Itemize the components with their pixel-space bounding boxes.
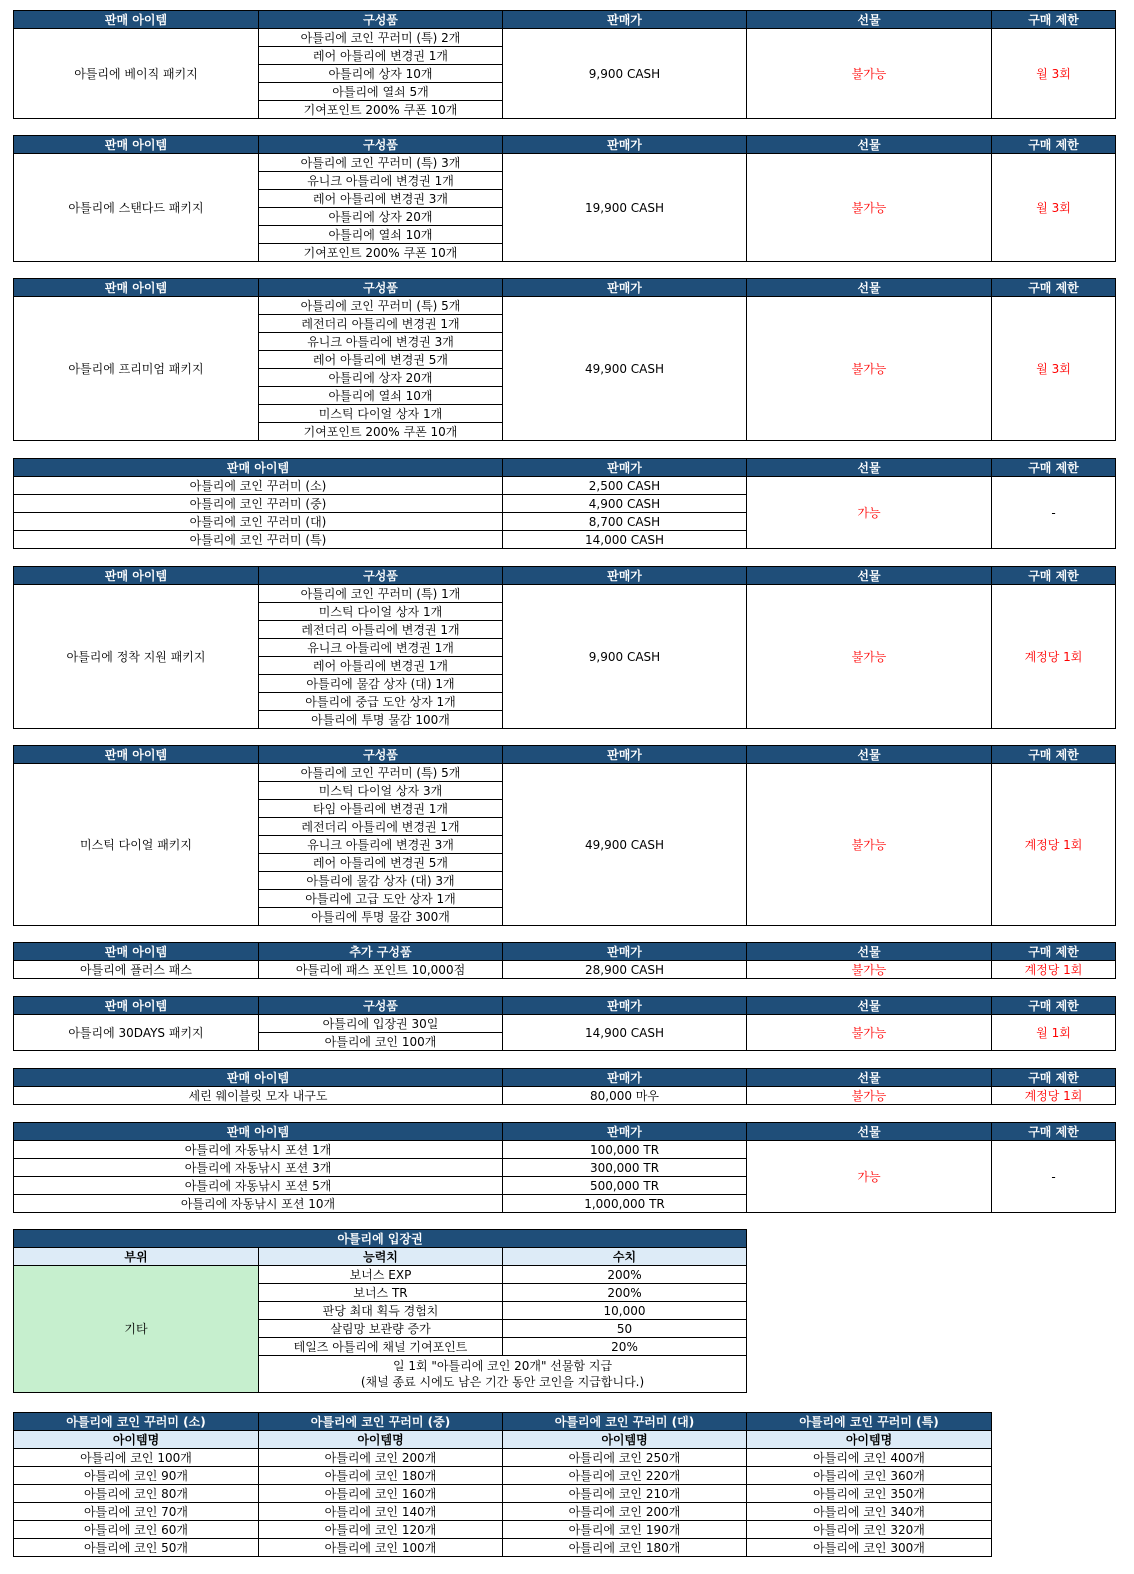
package-item: 기여포인트 200% 쿠폰 10개 — [259, 101, 503, 119]
package-price: 9,900 CASH — [503, 29, 747, 119]
package-gift: 불가능 — [747, 297, 992, 441]
header-item: 판매 아이템 — [14, 567, 259, 585]
bundle-cell: 아틀리에 코인 350개 — [747, 1485, 992, 1503]
package-item: 레전더리 아틀리에 변경권 1개 — [259, 315, 503, 333]
potion-table — [13, 1122, 1116, 1213]
package-item: 아틀리에 코인 꾸러미 (특) 3개 — [259, 154, 503, 172]
package-item: 레어 아틀리에 변경권 5개 — [259, 351, 503, 369]
hat-gift: 불가능 — [747, 1087, 992, 1105]
header-gift: 선물 — [747, 136, 992, 154]
package-item: 아틀리에 물감 상자 (대) 3개 — [259, 872, 503, 890]
header-item: 판매 아이템 — [14, 459, 503, 477]
ticket-value: 200% — [503, 1284, 747, 1302]
header-gift: 선물 — [747, 943, 992, 961]
header-limit: 구매 제한 — [992, 459, 1116, 477]
package-item: 아틀리에 코인 꾸러미 (특) 2개 — [259, 29, 503, 47]
ticket-value: 20% — [503, 1338, 747, 1356]
bundle-cell: 아틀리에 코인 90개 — [14, 1467, 259, 1485]
header-item: 판매 아이템 — [14, 279, 259, 297]
potion-price: 500,000 TR — [503, 1177, 747, 1195]
bundle-cell: 아틀리에 코인 180개 — [503, 1539, 747, 1557]
package-name: 아틀리에 스탠다드 패키지 — [14, 154, 259, 262]
header-composition: 구성품 — [259, 746, 503, 764]
potion-name: 아틀리에 자동낚시 포션 10개 — [14, 1195, 503, 1213]
plus-pass-price: 28,900 CASH — [503, 961, 747, 979]
bundle-cell: 아틀리에 코인 140개 — [259, 1503, 503, 1521]
bundle-cell: 아틀리에 코인 190개 — [503, 1521, 747, 1539]
package-item: 레어 아틀리에 변경권 1개 — [259, 657, 503, 675]
header-gift: 선물 — [747, 567, 992, 585]
standard-package-table — [13, 135, 1116, 262]
package-gift: 불가능 — [747, 29, 992, 119]
ticket-note — [259, 1356, 747, 1393]
header-gift: 선물 — [747, 1069, 992, 1087]
potion-gift: 가능 — [747, 1141, 992, 1213]
ticket-ability: 판당 최대 획득 경험치 — [259, 1302, 503, 1320]
bundle-cell: 아틀리에 코인 80개 — [14, 1485, 259, 1503]
package-item: 아틀리에 투명 물감 100개 — [259, 711, 503, 729]
premium-package-table — [13, 278, 1116, 441]
header-gift: 선물 — [747, 1123, 992, 1141]
potion-name: 아틀리에 자동낚시 포션 1개 — [14, 1141, 503, 1159]
plus-pass-table — [13, 942, 1116, 979]
hat-name: 세린 웨이블릿 모자 내구도 — [14, 1087, 503, 1105]
package-item: 유니크 아틀리에 변경권 3개 — [259, 836, 503, 854]
header-price: 판매가 — [503, 1123, 747, 1141]
plus-pass-name: 아틀리에 플러스 패스 — [14, 961, 259, 979]
ticket-ability: 보너스 TR — [259, 1284, 503, 1302]
package-item: 아틀리에 상자 20개 — [259, 208, 503, 226]
ticket-part: 기타 — [14, 1266, 259, 1393]
potion-price: 300,000 TR — [503, 1159, 747, 1177]
days30-gift: 불가능 — [747, 1015, 992, 1051]
package-name: 아틀리에 프리미엄 패키지 — [14, 297, 259, 441]
coin-shop-gift: 가능 — [747, 477, 992, 549]
header-composition: 구성품 — [259, 136, 503, 154]
ticket-note-line2: (채널 종료 시에도 남은 기간 동안 코인을 지급합니다.) — [360, 1375, 645, 1389]
bundle-cell: 아틀리에 코인 60개 — [14, 1521, 259, 1539]
bundle-cell: 아틀리에 코인 250개 — [503, 1449, 747, 1467]
ticket-value: 50 — [503, 1320, 747, 1338]
header-composition: 구성품 — [259, 279, 503, 297]
package-limit: 월 3회 — [992, 297, 1116, 441]
header-item: 판매 아이템 — [14, 943, 259, 961]
plus-pass-gift: 불가능 — [747, 961, 992, 979]
package-item: 기여포인트 200% 쿠폰 10개 — [259, 244, 503, 262]
package-item: 아틀리에 코인 꾸러미 (특) 5개 — [259, 297, 503, 315]
package-item: 아틀리에 고급 도안 상자 1개 — [259, 890, 503, 908]
header-composition: 구성품 — [259, 997, 503, 1015]
header-composition: 구성품 — [259, 567, 503, 585]
plus-pass-limit: 계정당 1회 — [992, 961, 1116, 979]
potion-price: 100,000 TR — [503, 1141, 747, 1159]
header-price: 판매가 — [503, 1069, 747, 1087]
package-limit: 계정당 1회 — [992, 585, 1116, 729]
bundle-cell: 아틀리에 코인 360개 — [747, 1467, 992, 1485]
package-item: 아틀리에 상자 10개 — [259, 65, 503, 83]
header-limit: 구매 제한 — [992, 567, 1116, 585]
ticket-col-part: 부위 — [14, 1248, 259, 1266]
coin-bundle-contents-table — [13, 1412, 992, 1557]
header-item: 판매 아이템 — [14, 997, 259, 1015]
ticket-col-value: 수치 — [503, 1248, 747, 1266]
potion-limit: - — [992, 1141, 1116, 1213]
hat-limit: 계정당 1회 — [992, 1087, 1116, 1105]
header-item: 판매 아이템 — [14, 136, 259, 154]
bundle-cell: 아틀리에 코인 220개 — [503, 1467, 747, 1485]
header-price: 판매가 — [503, 997, 747, 1015]
header-gift: 선물 — [747, 279, 992, 297]
bundle-cell: 아틀리에 코인 200개 — [503, 1503, 747, 1521]
package-price: 49,900 CASH — [503, 297, 747, 441]
coin-shop-price: 2,500 CASH — [503, 477, 747, 495]
header-price: 판매가 — [503, 279, 747, 297]
coin-shop-table — [13, 458, 1116, 549]
header-gift: 선물 — [747, 459, 992, 477]
hat-durability-table — [13, 1068, 1116, 1105]
package-item: 타임 아틀리에 변경권 1개 — [259, 800, 503, 818]
header-composition: 구성품 — [259, 11, 503, 29]
package-item: 아틀리에 열쇠 5개 — [259, 83, 503, 101]
header-price: 판매가 — [503, 11, 747, 29]
package-limit: 월 3회 — [992, 154, 1116, 262]
package-item: 아틀리에 중급 도안 상자 1개 — [259, 693, 503, 711]
potion-price: 1,000,000 TR — [503, 1195, 747, 1213]
package-item: 기여포인트 200% 쿠폰 10개 — [259, 423, 503, 441]
header-price: 판매가 — [503, 459, 747, 477]
coin-shop-price: 4,900 CASH — [503, 495, 747, 513]
package-item: 아틀리에 열쇠 10개 — [259, 387, 503, 405]
package-price: 9,900 CASH — [503, 585, 747, 729]
bundle-col-medium: 아틀리에 코인 꾸러미 (중) — [259, 1413, 503, 1431]
package-item: 아틀리에 상자 20개 — [259, 369, 503, 387]
bundle-cell: 아틀리에 코인 160개 — [259, 1485, 503, 1503]
coin-shop-price: 14,000 CASH — [503, 531, 747, 549]
header-price: 판매가 — [503, 746, 747, 764]
bundle-subheader: 아이템명 — [747, 1431, 992, 1449]
package-item: 미스틱 다이얼 상자 1개 — [259, 405, 503, 423]
entry-ticket-table — [13, 1229, 747, 1393]
header-price: 판매가 — [503, 567, 747, 585]
bundle-cell: 아틀리에 코인 320개 — [747, 1521, 992, 1539]
header-limit: 구매 제한 — [992, 746, 1116, 764]
bundle-cell: 아틀리에 코인 50개 — [14, 1539, 259, 1557]
header-limit: 구매 제한 — [992, 136, 1116, 154]
bundle-col-large: 아틀리에 코인 꾸러미 (대) — [503, 1413, 747, 1431]
settlement-package-table — [13, 566, 1116, 729]
header-limit: 구매 제한 — [992, 279, 1116, 297]
header-limit: 구매 제한 — [992, 11, 1116, 29]
ticket-ability: 보너스 EXP — [259, 1266, 503, 1284]
coin-shop-name: 아틀리에 코인 꾸러미 (소) — [14, 477, 503, 495]
package-item: 유니크 아틀리에 변경권 1개 — [259, 172, 503, 190]
bundle-cell: 아틀리에 코인 340개 — [747, 1503, 992, 1521]
package-price: 49,900 CASH — [503, 764, 747, 926]
bundle-col-small: 아틀리에 코인 꾸러미 (소) — [14, 1413, 259, 1431]
bundle-cell: 아틀리에 코인 100개 — [14, 1449, 259, 1467]
coin-shop-name: 아틀리에 코인 꾸러미 (중) — [14, 495, 503, 513]
bundle-cell: 아틀리에 코인 210개 — [503, 1485, 747, 1503]
header-limit: 구매 제한 — [992, 943, 1116, 961]
package-item: 아틀리에 물감 상자 (대) 1개 — [259, 675, 503, 693]
days30-price: 14,900 CASH — [503, 1015, 747, 1051]
basic-package-table — [13, 10, 1116, 119]
days30-name: 아틀리에 30DAYS 패키지 — [14, 1015, 259, 1051]
coin-shop-price: 8,700 CASH — [503, 513, 747, 531]
ticket-value: 200% — [503, 1266, 747, 1284]
bundle-subheader: 아이템명 — [14, 1431, 259, 1449]
ticket-title: 아틀리에 입장권 — [14, 1230, 747, 1248]
days30-item: 아틀리에 입장권 30일 — [259, 1015, 503, 1033]
header-limit: 구매 제한 — [992, 997, 1116, 1015]
package-limit: 계정당 1회 — [992, 764, 1116, 926]
bundle-cell: 아틀리에 코인 300개 — [747, 1539, 992, 1557]
header-gift: 선물 — [747, 997, 992, 1015]
header-item: 판매 아이템 — [14, 1123, 503, 1141]
ticket-value: 10,000 — [503, 1302, 747, 1320]
package-item: 레전더리 아틀리에 변경권 1개 — [259, 818, 503, 836]
package-name: 아틀리에 정착 지원 패키지 — [14, 585, 259, 729]
package-item: 아틀리에 열쇠 10개 — [259, 226, 503, 244]
bundle-cell: 아틀리에 코인 100개 — [259, 1539, 503, 1557]
package-item: 미스틱 다이얼 상자 1개 — [259, 603, 503, 621]
bundle-cell: 아틀리에 코인 120개 — [259, 1521, 503, 1539]
ticket-col-ability: 능력치 — [259, 1248, 503, 1266]
bundle-cell: 아틀리에 코인 180개 — [259, 1467, 503, 1485]
package-item: 레전더리 아틀리에 변경권 1개 — [259, 621, 503, 639]
potion-name: 아틀리에 자동낚시 포션 5개 — [14, 1177, 503, 1195]
bundle-col-special: 아틀리에 코인 꾸러미 (특) — [747, 1413, 992, 1431]
package-item: 아틀리에 코인 꾸러미 (특) 1개 — [259, 585, 503, 603]
days30-limit: 월 1회 — [992, 1015, 1116, 1051]
package-item: 레어 아틀리에 변경권 5개 — [259, 854, 503, 872]
bundle-cell: 아틀리에 코인 200개 — [259, 1449, 503, 1467]
potion-name: 아틀리에 자동낚시 포션 3개 — [14, 1159, 503, 1177]
header-gift: 선물 — [747, 746, 992, 764]
header-limit: 구매 제한 — [992, 1123, 1116, 1141]
package-item: 아틀리에 투명 물감 300개 — [259, 908, 503, 926]
ticket-ability: 살림망 보관량 증가 — [259, 1320, 503, 1338]
package-gift: 불가능 — [747, 585, 992, 729]
package-limit: 월 3회 — [992, 29, 1116, 119]
package-item: 유니크 아틀리에 변경권 1개 — [259, 639, 503, 657]
bundle-subheader: 아이템명 — [259, 1431, 503, 1449]
coin-shop-name: 아틀리에 코인 꾸러미 (특) — [14, 531, 503, 549]
days30-package-table — [13, 996, 1116, 1051]
header-price: 판매가 — [503, 943, 747, 961]
package-gift: 불가능 — [747, 764, 992, 926]
ticket-ability: 테일즈 아틀리에 채널 기여포인트 — [259, 1338, 503, 1356]
header-gift: 선물 — [747, 11, 992, 29]
coin-shop-limit: - — [992, 477, 1116, 549]
days30-item: 아틀리에 코인 100개 — [259, 1033, 503, 1051]
bundle-subheader: 아이템명 — [503, 1431, 747, 1449]
header-extra-composition: 추가 구성품 — [259, 943, 503, 961]
hat-price: 80,000 마우 — [503, 1087, 747, 1105]
plus-pass-item: 아틀리에 패스 포인트 10,000점 — [259, 961, 503, 979]
package-gift: 불가능 — [747, 154, 992, 262]
header-item: 판매 아이템 — [14, 11, 259, 29]
bundle-cell: 아틀리에 코인 400개 — [747, 1449, 992, 1467]
package-item: 레어 아틀리에 변경권 3개 — [259, 190, 503, 208]
mystic-dial-package-table — [13, 745, 1116, 926]
package-item: 레어 아틀리에 변경권 1개 — [259, 47, 503, 65]
package-name: 미스틱 다이얼 패키지 — [14, 764, 259, 926]
bundle-cell: 아틀리에 코인 70개 — [14, 1503, 259, 1521]
package-item: 미스틱 다이얼 상자 3개 — [259, 782, 503, 800]
header-limit: 구매 제한 — [992, 1069, 1116, 1087]
header-item: 판매 아이템 — [14, 1069, 503, 1087]
package-name: 아틀리에 베이직 패키지 — [14, 29, 259, 119]
package-price: 19,900 CASH — [503, 154, 747, 262]
header-price: 판매가 — [503, 136, 747, 154]
coin-shop-name: 아틀리에 코인 꾸러미 (대) — [14, 513, 503, 531]
ticket-note-line1: 일 1회 "아틀리에 코인 20개" 선물함 지급 — [392, 1359, 613, 1373]
header-item: 판매 아이템 — [14, 746, 259, 764]
package-item: 아틀리에 코인 꾸러미 (특) 5개 — [259, 764, 503, 782]
package-item: 유니크 아틀리에 변경권 3개 — [259, 333, 503, 351]
